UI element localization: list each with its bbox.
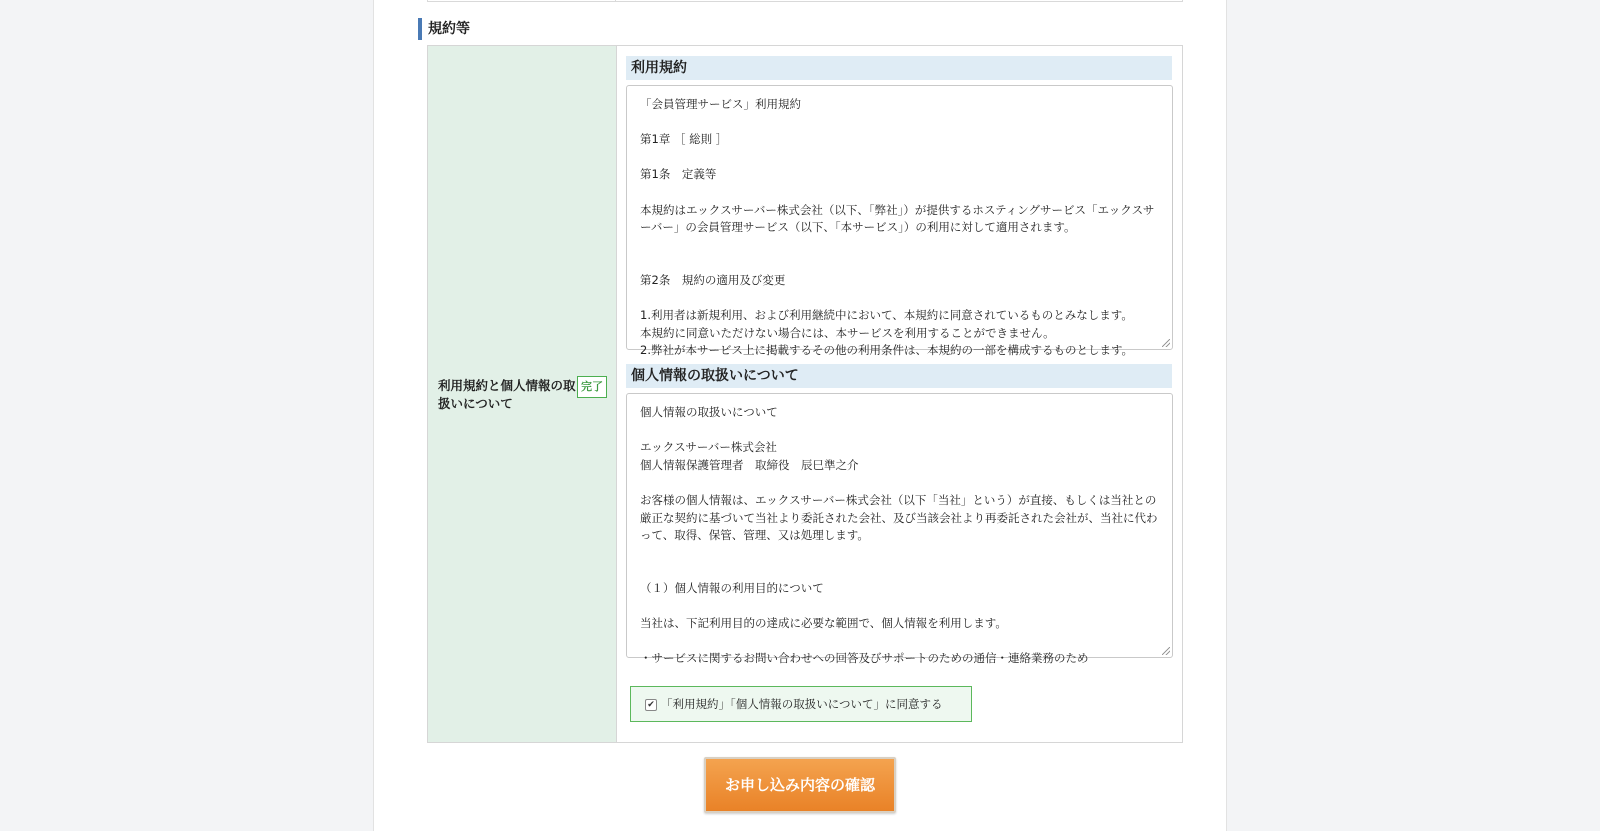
label-cell xyxy=(428,46,617,742)
resize-grip-icon[interactable] xyxy=(1162,647,1170,655)
previous-table-divider xyxy=(615,0,616,1)
previous-table-edge xyxy=(427,0,1183,2)
privacy-text: 個人情報の取扱いについて エックスサーバー株式会社 個人情報保護管理者 取締役 辰巳準之介 お客様の個人情報は、エックスサーバー株式会社（以下「当社」という）が直接、もしくは当社との厳正な契約に基づいて当社より委託された会社、及び当該会社より再委託された会社が、当社に代わって、取得、保管、管理、又は処理します。 （１）個人情報の利用目的について 当社は、下記利用目的の達成に必要な範囲で、個人情報を利用します。 ・サービスに関するお問い合わせへの回答及びサポートのための通信・連絡業務のため xyxy=(640,405,1158,666)
resize-grip-icon[interactable] xyxy=(1162,339,1170,347)
agreement-checkbox[interactable]: ✔ xyxy=(645,699,657,711)
confirm-application-button[interactable]: お申し込み内容の確認 xyxy=(704,757,896,813)
content-cell xyxy=(616,46,1182,742)
privacy-title: 個人情報の取扱いについて xyxy=(626,364,1172,388)
privacy-textarea[interactable] xyxy=(626,393,1173,666)
terms-textarea[interactable] xyxy=(626,85,1173,358)
agreement-checkbox-row[interactable] xyxy=(630,686,972,722)
status-badge: 完了 xyxy=(577,376,607,398)
agreement-label[interactable]: 「利用規約」「個人情報の取扱いについて」に同意する xyxy=(661,697,943,711)
terms-form-table xyxy=(427,45,1183,743)
terms-text: 「会員管理サービス」利用規約 第1章 ［ 総則 ］ 第1条 定義等 本規約はエックスサーバー株式会社（以下、「弊社」）が提供するホスティングサービス「エックスサーバー」の会員管理サービス（以下、「本サービス」）の利用に対して適用されます。 第2条 規約の適用及び変更 1.利用者は新規利用、および利用継続中において、本規約に同意されているものとみなします。 本規約に同意いただけない場合には、本サービスを利用することができません。 2.弊社が本サービス上に掲載するその他の利用条件は、本規約の一部を構成するものとします。 xyxy=(640,97,1155,358)
section-heading: 規約等 xyxy=(418,18,470,40)
field-label: 利用規約と個人情報の取扱いについて xyxy=(438,378,576,411)
main-panel xyxy=(373,0,1227,831)
terms-title: 利用規約 xyxy=(626,56,1172,80)
